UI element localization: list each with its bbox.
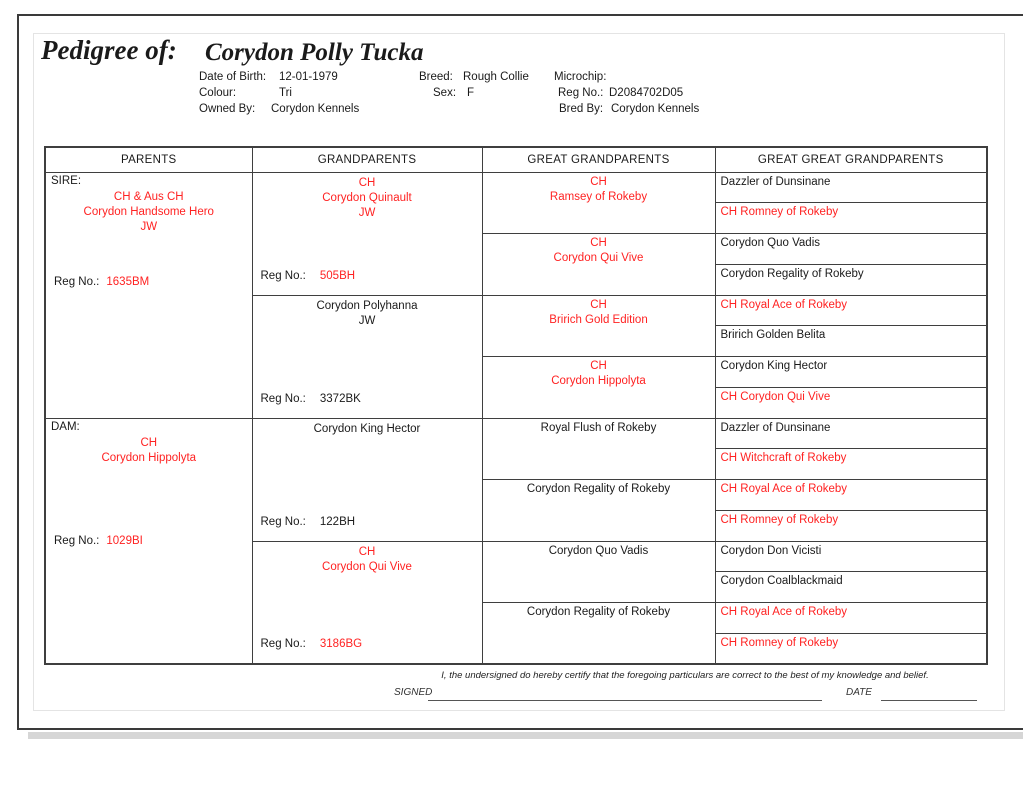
owned-by-value: Corydon Kennels xyxy=(271,103,360,115)
date-line xyxy=(881,687,977,701)
great-grandparent-name: CH Bririch Gold Edition xyxy=(549,298,648,326)
sex-value: F xyxy=(467,87,475,99)
ggg-cell-5: CH Royal Ace of Rokeby xyxy=(715,295,987,326)
grandparent-name: CH Corydon Quinault JW xyxy=(322,176,412,219)
grandparent-cell-3 xyxy=(252,418,482,541)
colour-label: Colour: xyxy=(199,87,237,99)
great-grandparent-name: Corydon Quo Vadis xyxy=(548,544,649,557)
great-grandparent-cell-8 xyxy=(482,603,715,665)
date-of-birth-label: Date of Birth: xyxy=(199,71,267,83)
owned-by-label: Owned By: xyxy=(199,103,256,115)
ggg-cell-15: CH Royal Ace of Rokeby xyxy=(715,603,987,634)
date-of-birth-value: 12-01-1979 xyxy=(279,71,338,83)
ggg-cell-12: CH Romney of Rokeby xyxy=(715,510,987,541)
pedigree-of-label: Pedigree of: xyxy=(41,35,177,65)
grandparent-name: Corydon King Hector xyxy=(313,422,421,435)
ggg-cell-7: Corydon King Hector xyxy=(715,357,987,388)
grandparent-name: CH Corydon Qui Vive xyxy=(322,545,412,573)
ggg-cell-11: CH Royal Ace of Rokeby xyxy=(715,480,987,511)
great-grandparent-cell-3 xyxy=(482,295,715,357)
dam-reg: Reg No.: 1029BI xyxy=(54,534,143,547)
sire-name: CH & Aus CH Corydon Handsome Hero JW xyxy=(83,190,214,233)
pedigree-document xyxy=(33,33,1005,711)
dam-cell xyxy=(45,418,252,664)
dam-name: CH Corydon Hippolyta xyxy=(101,436,197,464)
ggg-cell-14: Corydon Coalblackmaid xyxy=(715,572,987,603)
microchip-label: Microchip: xyxy=(554,71,607,83)
great-grandparent-name: Royal Flush of Rokeby xyxy=(540,421,657,434)
certification-text: I, the undersigned do hereby certify that the foregoing particulars are correct to the best of my knowledge and belief. xyxy=(441,670,929,681)
header-grandparents: GRANDPARENTS xyxy=(252,147,482,172)
reg-no-label: Reg No.: xyxy=(558,87,604,99)
great-grandparent-name: CH Corydon Qui Vive xyxy=(553,237,644,264)
ggg-cell-10: CH Witchcraft of Rokeby xyxy=(715,449,987,480)
colour-value: Tri xyxy=(279,87,292,99)
ggg-cell-4: Corydon Regality of Rokeby xyxy=(715,264,987,295)
great-grandparent-cell-6 xyxy=(482,480,715,542)
header-parents: PARENTS xyxy=(45,147,252,172)
grandparent-cell-4 xyxy=(252,541,482,664)
grandparent-reg: Reg No.: 3372BK xyxy=(260,392,361,405)
ggg-cell-2: CH Romney of Rokeby xyxy=(715,203,987,234)
grandparent-reg: Reg No.: 3186BG xyxy=(260,638,363,650)
dam-role-label: DAM: xyxy=(51,420,80,433)
grandparent-cell-1 xyxy=(252,172,482,295)
great-grandparent-name: CH Ramsey of Rokeby xyxy=(549,175,648,203)
date-label: DATE xyxy=(846,687,872,698)
great-grandparent-cell-1 xyxy=(482,172,715,234)
great-grandparent-cell-5 xyxy=(482,418,715,480)
ggg-cell-3: Corydon Quo Vadis xyxy=(715,234,987,265)
grandparent-name: Corydon Polyhanna JW xyxy=(316,299,418,327)
breed-value: Rough Collie xyxy=(463,71,529,83)
ggg-cell-8: CH Corydon Qui Vive xyxy=(715,387,987,418)
sire-reg: Reg No.: 1635BM xyxy=(54,275,150,288)
grandparent-reg: Reg No.: 122BH xyxy=(260,515,356,528)
ggg-cell-16: CH Romney of Rokeby xyxy=(715,633,987,664)
sire-cell xyxy=(45,172,252,418)
great-grandparent-cell-4 xyxy=(482,357,715,419)
ggg-cell-9: Dazzler of Dunsinane xyxy=(715,418,987,449)
signed-label: SIGNED xyxy=(394,687,433,698)
great-grandparent-name: Corydon Regality of Rokeby xyxy=(526,483,671,495)
great-grandparent-cell-7 xyxy=(482,541,715,603)
header-great-grandparents: GREAT GRANDPARENTS xyxy=(482,147,715,172)
sire-role-label: SIRE: xyxy=(51,174,82,187)
reg-no-value: D2084702D05 xyxy=(609,87,684,99)
great-grandparent-name: Corydon Regality of Rokeby xyxy=(526,606,671,618)
sex-label: Sex: xyxy=(433,87,457,99)
grandparent-cell-2 xyxy=(252,295,482,418)
great-grandparent-cell-2 xyxy=(482,234,715,296)
ggg-cell-6: Bririch Golden Belita xyxy=(715,326,987,357)
breed-label: Breed: xyxy=(419,71,453,83)
dog-name: Corydon Polly Tucka xyxy=(205,39,424,66)
bred-by-value: Corydon Kennels xyxy=(611,103,700,115)
grandparent-reg: Reg No.: 505BH xyxy=(260,269,356,282)
ggg-cell-13: Corydon Don Vicisti xyxy=(715,541,987,572)
ggg-cell-1: Dazzler of Dunsinane xyxy=(715,172,987,203)
header-great-great-grandparents: GREAT GREAT GRANDPARENTS xyxy=(715,147,987,172)
great-grandparent-name: CH Corydon Hippolyta xyxy=(551,360,646,387)
bred-by-label: Bred By: xyxy=(559,103,604,115)
page-frame-shadow xyxy=(28,732,1023,739)
signed-line xyxy=(428,687,822,701)
pedigree-table xyxy=(44,146,988,665)
